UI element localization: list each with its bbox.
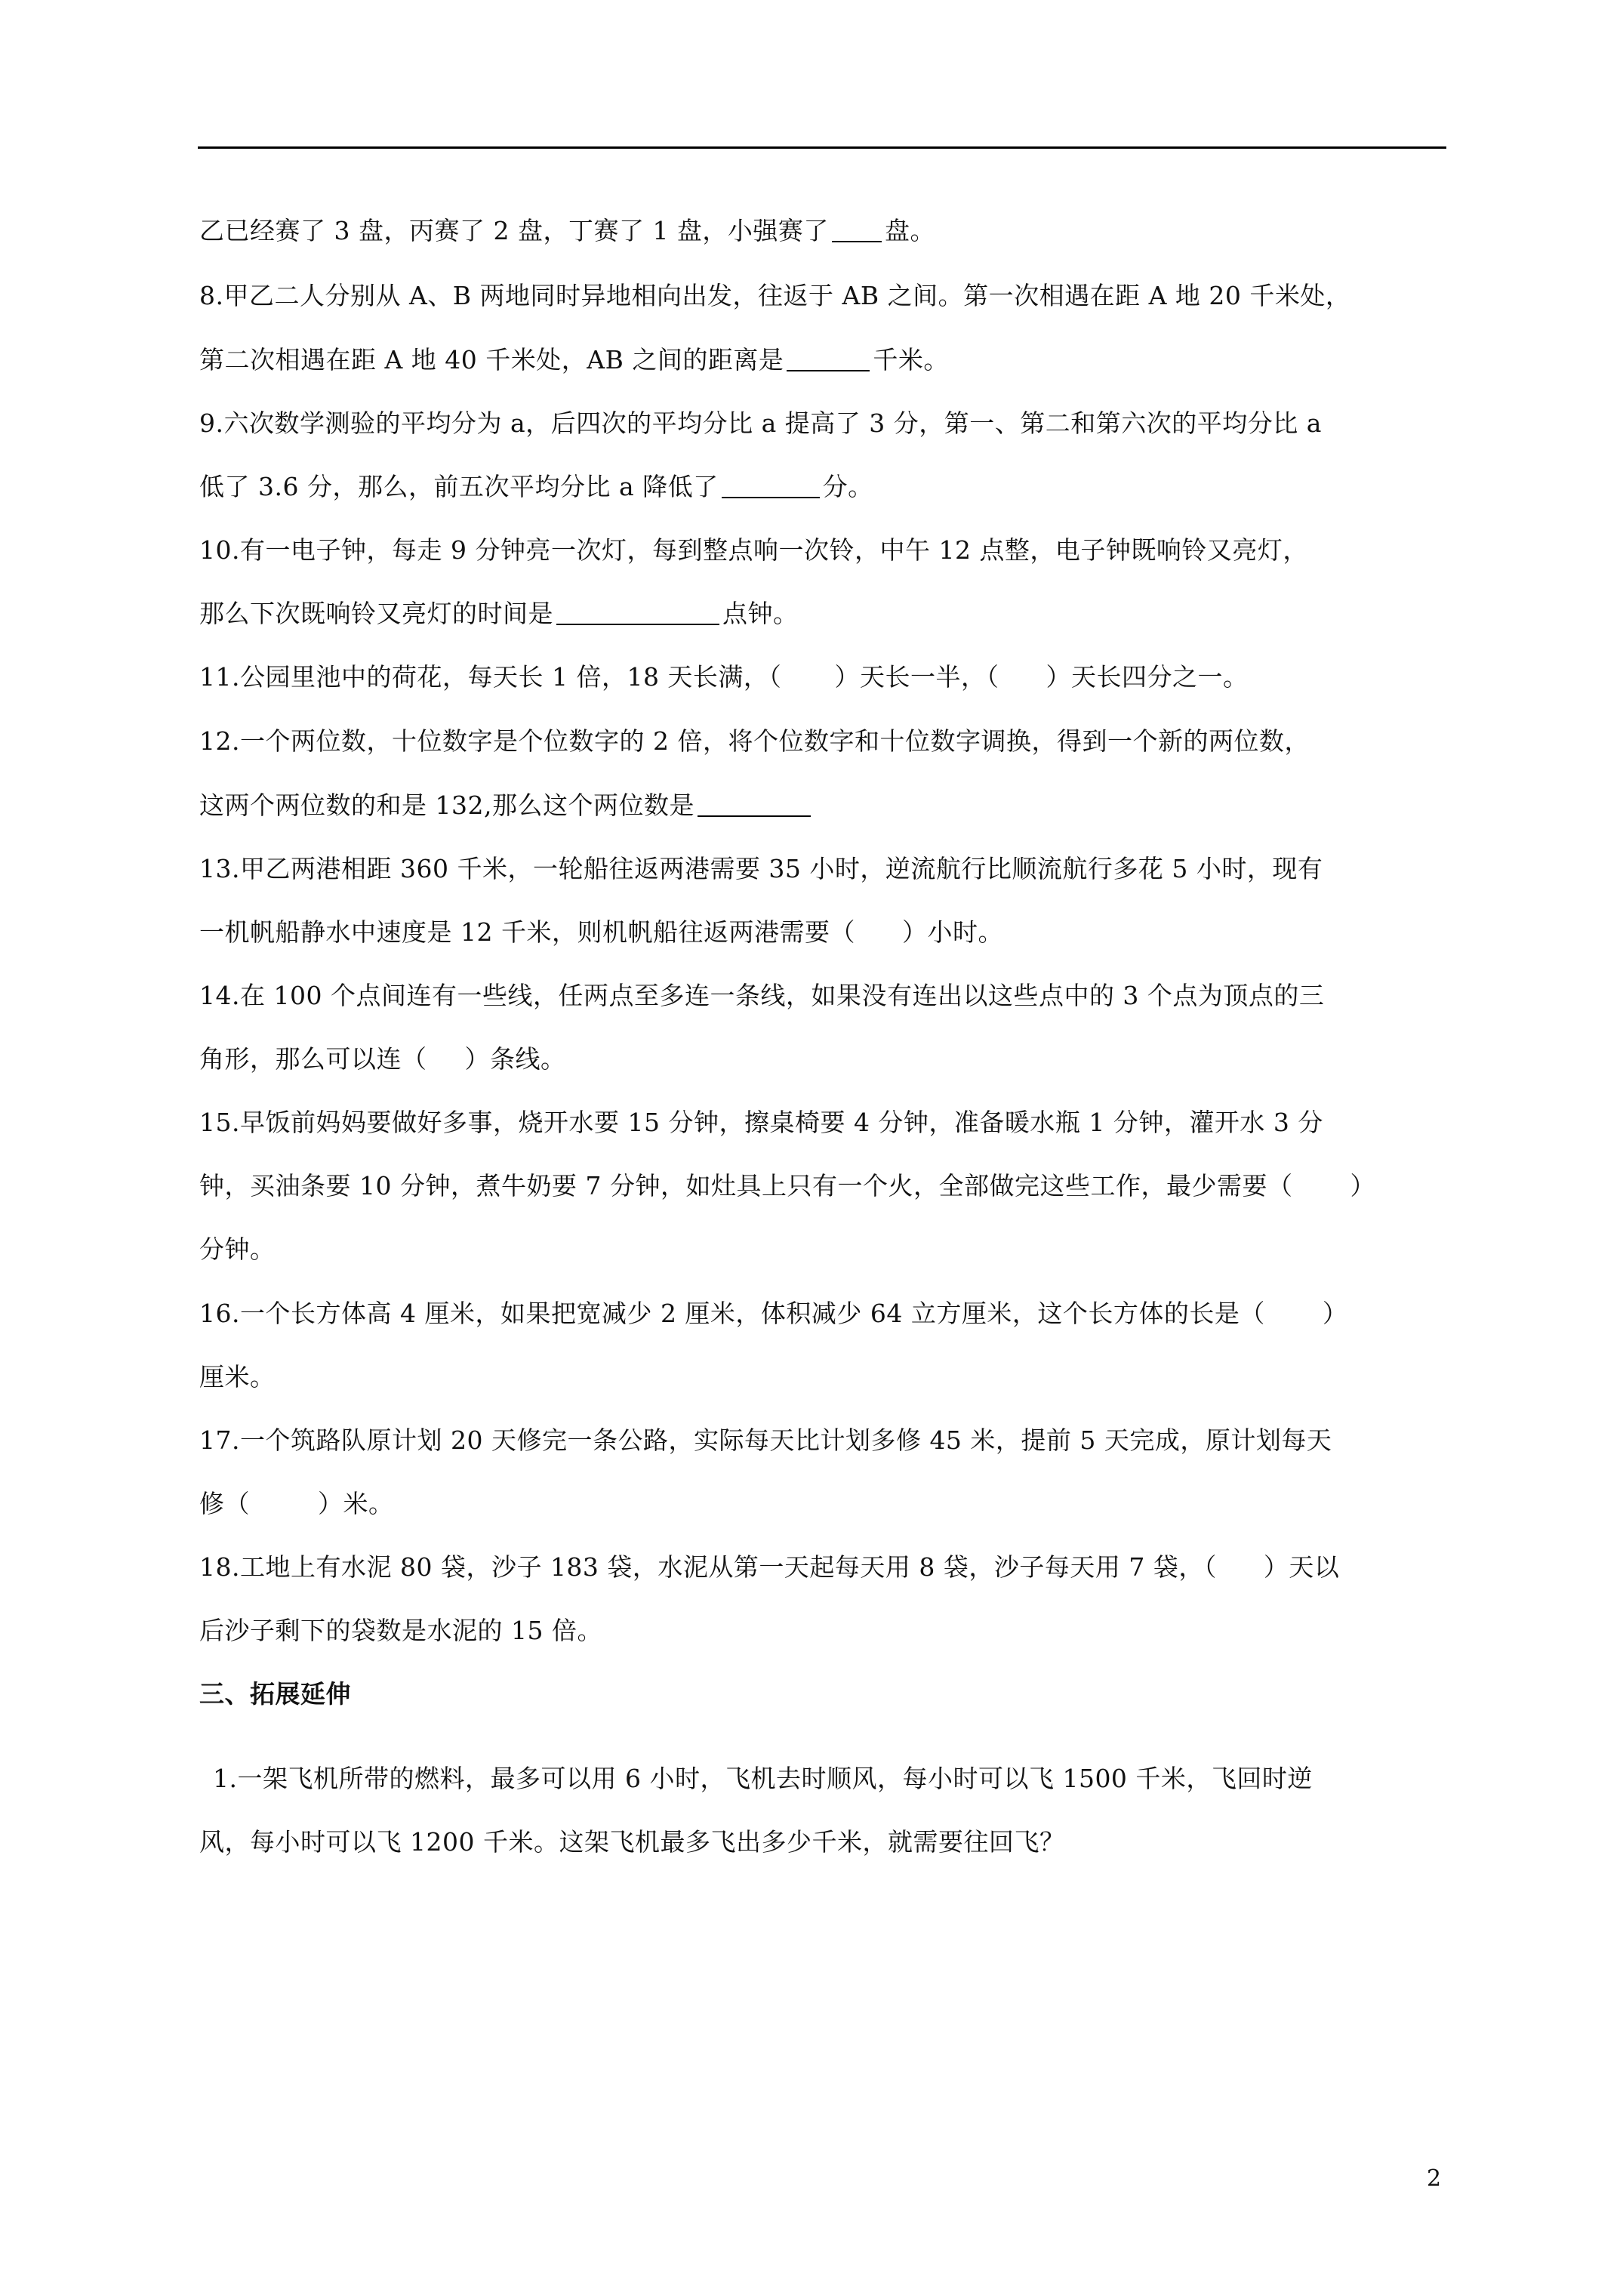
- q18-line1: [199, 1551, 1339, 1584]
- q7-text: 乙已经赛了 3 盘，丙赛了 2 盘，丁赛了 1 盘，小强赛了: [199, 216, 829, 245]
- q16-text-paren: ）: [1322, 1299, 1348, 1328]
- q8-answer-blank[interactable]: [787, 347, 870, 371]
- q13-text: 一机帆船静水中速度是 12 千米，则机帆船往返两港需要（: [199, 917, 855, 947]
- q17-line1: 17.一个筑路队原计划 20 天修完一条公路，实际每天比计划多修 45 米，提前 5 天完成，原计划每天: [199, 1425, 1332, 1455]
- q18-text: 18.工地上有水泥 80 袋，沙子 183 袋，水泥从第一天起每天用 8 袋，沙子每天用 7 袋，（: [199, 1552, 1217, 1582]
- q11-text-2: ）天长一半，（: [834, 662, 999, 692]
- q12-line1: 12.一个两位数，十位数字是个位数字的 2 倍，将个位数字和十位数字调换，得到一个新的两位数，: [199, 726, 1310, 756]
- q7-tail-line: [199, 214, 935, 248]
- page-number: 2: [1427, 2165, 1442, 2192]
- q10-line1: 10.有一电子钟，每走 9 分钟亮一次灯，每到整点响一次铃，中午 12 点整，电子钟既响铃又亮灯，: [199, 535, 1308, 565]
- header-rule: [198, 146, 1446, 149]
- q15-line3: 分钟。: [199, 1234, 276, 1264]
- q10-answer-blank[interactable]: [556, 601, 719, 625]
- q13-line2: [199, 916, 1003, 949]
- q13-text-end: ）小时。: [901, 917, 1003, 947]
- ext1-line1: 1.一架飞机所带的燃料，最多可以用 6 小时，飞机去时顺风，每小时可以飞 1500 千米，飞回时逆: [213, 1764, 1313, 1793]
- q14-line2: [199, 1043, 566, 1076]
- q9-line2: [199, 470, 873, 504]
- q18-line2: 后沙子剩下的袋数是水泥的 15 倍。: [199, 1616, 602, 1645]
- q8-text-end: 千米。: [873, 345, 949, 374]
- q12-line2: [199, 789, 814, 822]
- q9-text: 低了 3.6 分，那么，前五次平均分比 a 降低了: [199, 472, 719, 501]
- q14-line1: 14.在 100 个点间连有一些线，任两点至多连一条线，如果没有连出以这些点中的 3 个点为顶点的三: [199, 981, 1325, 1010]
- q16-text: 16.一个长方体高 4 厘米，如果把宽减少 2 厘米，体积减少 64 立方厘米，这个长方体的长是（: [199, 1299, 1265, 1328]
- q7-text-end: 盘。: [884, 216, 935, 245]
- ext1-line2: 风，每小时可以飞 1200 千米。这架飞机最多飞出多少千米，就需要往回飞？: [199, 1827, 1065, 1857]
- q16-line2: 厘米。: [199, 1362, 276, 1391]
- q15-line1: 15.早饭前妈妈要做好多事，烧开水要 15 分钟，擦桌椅要 4 分钟，准备暖水瓶 1 分钟，灌开水 3 分: [199, 1108, 1323, 1137]
- q12-answer-blank[interactable]: [698, 793, 811, 817]
- q7-answer-blank[interactable]: [832, 218, 882, 242]
- q13-line1: 13.甲乙两港相距 360 千米，一轮船往返两港需要 35 小时，逆流航行比顺流航行多花 5 小时，现有: [199, 854, 1323, 883]
- q11-line: [199, 661, 1248, 694]
- q9-line1: 9.六次数学测验的平均分为 a，后四次的平均分比 a 提高了 3 分，第一、第二和第六次的平均分比 a: [199, 408, 1322, 438]
- q14-text: 角形，那么可以连（: [199, 1044, 427, 1074]
- q8-line1: 8.甲乙二人分别从 A、B 两地同时异地相向出发，往返于 AB 之间。第一次相遇在距 A 地 20 千米处，: [199, 281, 1351, 310]
- q10-text-end: 点钟。: [722, 599, 799, 628]
- q14-text-end: ）条线。: [464, 1044, 566, 1074]
- q10-line2: [199, 597, 799, 630]
- q8-line2: [199, 344, 949, 377]
- q18-text-end: ）天以: [1263, 1552, 1340, 1582]
- q17-text-end: ）米。: [318, 1489, 394, 1518]
- q15-line2: [199, 1170, 1375, 1203]
- q9-text-end: 分。: [822, 472, 873, 501]
- q17-text: 修（: [199, 1489, 250, 1518]
- q9-answer-blank[interactable]: [722, 474, 820, 498]
- section-heading-extension: 三、拓展延伸: [199, 1679, 351, 1709]
- q8-text: 第二次相遇在距 A 地 40 千米处，AB 之间的距离是: [199, 345, 784, 374]
- q12-text: 这两个两位数的和是 132,那么这个两位数是: [199, 791, 694, 820]
- q16-line1: [199, 1297, 1347, 1330]
- q10-text: 那么下次既响铃又亮灯的时间是: [199, 599, 553, 628]
- q11-text-3: ）天长四分之一。: [1046, 662, 1249, 692]
- q17-line2: [199, 1487, 394, 1521]
- q15-text: 钟，买油条要 10 分钟，煮牛奶要 7 分钟，如灶具上只有一个火，全部做完这些工作，最少需要（: [199, 1171, 1293, 1200]
- q11-text-1: 11.公园里池中的荷花，每天长 1 倍，18 天长满，（: [199, 662, 782, 692]
- q15-text-paren: ）: [1350, 1171, 1375, 1200]
